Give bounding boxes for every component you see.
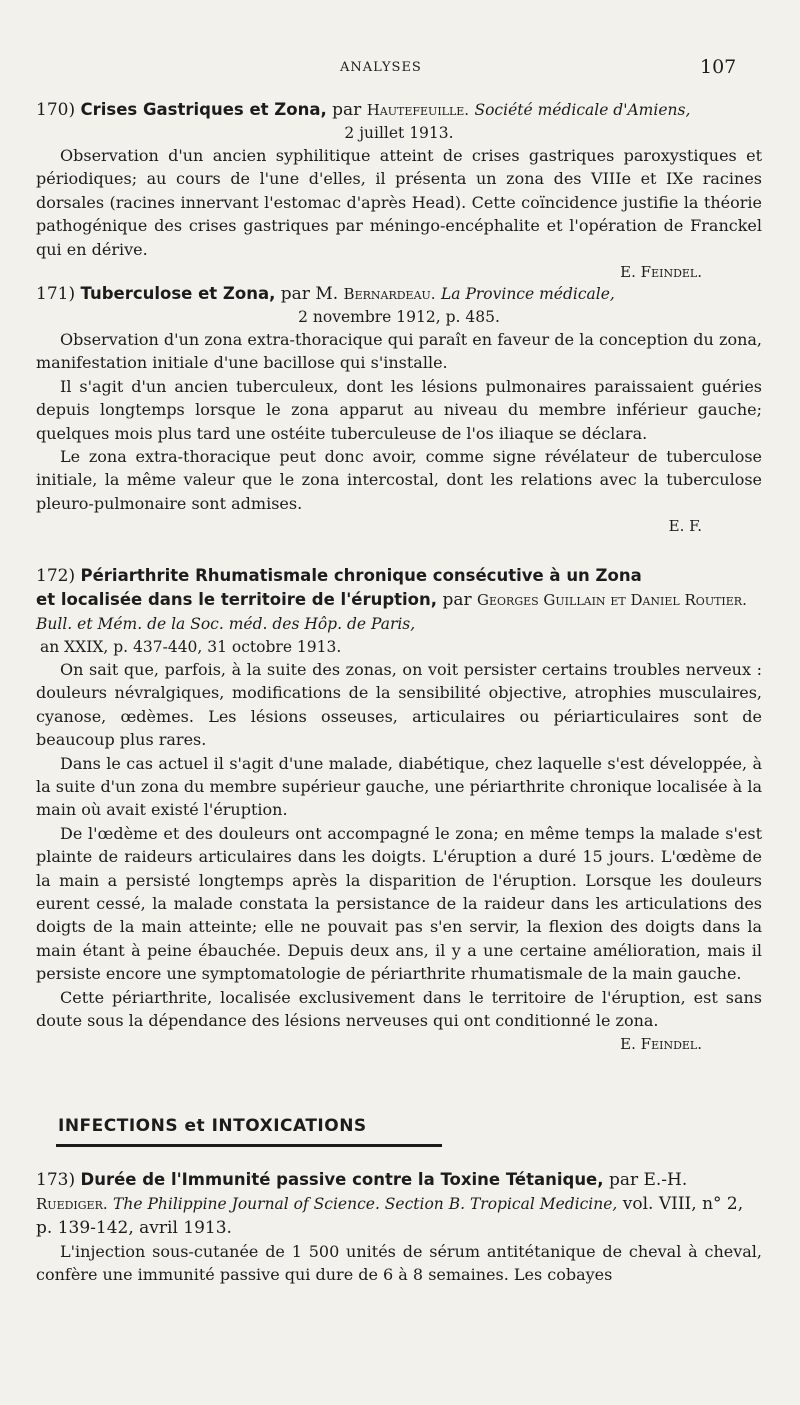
article-paragraph: Il s'agit d'un ancien tuberculeux, dont les lésions pulmonaires paraissaient guéries depuis longtemps lorsque le zona apparut au niveau du membre inférieur gauche; quelques mois plus tard une ostéite tuberculeuse de l'os iliaque se déclara. — [36, 376, 762, 443]
author-prefix: par — [332, 100, 362, 120]
article-paragraph: L'injection sous-cutanée de 1 500 unités de sérum antitétanique de cheval à cheval, confère une immunité passive qui dure de 6 à 8 semaines. Les cobayes — [36, 1242, 762, 1285]
article-title: Crises Gastriques et Zona, — [80, 100, 327, 119]
section-rule — [56, 1144, 442, 1147]
article-date: 2 juillet 1913. — [344, 124, 454, 142]
article-paragraph: On sait que, parfois, à la suite des zonas, on voit persister certains troubles nerveux : douleurs névralgiques, modifications de la sensibilité objective, atrophies musculaires, cyanose, œdèmes. Les lésions osseuses, articulaires ou périarticulaires sont de beaucoup plus rares. — [36, 660, 762, 750]
article-author: Ruediger. — [36, 1195, 108, 1213]
article-source: Bull. et Mém. de la Soc. méd. des Hôp. de Paris, — [36, 615, 416, 633]
author-prefix: par M. — [280, 284, 339, 304]
article-paragraph: Cette périarthrite, localisée exclusivement dans le territoire de l'éruption, est sans doute sous la dépendance des lésions nerveuses qui ont conditionné le zona. — [36, 987, 762, 1031]
article-paragraph: Le zona extra-thoracique peut donc avoir, comme signe révélateur de tuberculose initiale, la même valeur que le zona intercostal, dont les relations avec la tuberculose pleuro-pulmonaire sont admises. — [36, 447, 762, 513]
article-172 — [36, 564, 762, 1055]
article-source: Société médicale d'Amiens, — [474, 101, 691, 119]
article-date: vol. VIII, n° 2, p. 139-142, avril 1913. — [36, 1194, 744, 1238]
article-date: 2 novembre 1912, p. 485. — [298, 308, 500, 326]
running-head: ANALYSES — [340, 60, 422, 75]
article-heading — [36, 98, 762, 122]
article-number: 172) — [36, 566, 76, 586]
section-title: INFECTIONS et INTOXICATIONS — [58, 1116, 367, 1136]
article-title-line-1: Périarthrite Rhumatismale chronique consécutive à un Zona — [80, 566, 642, 585]
article-paragraph: Dans le cas actuel il s'agit d'une malade, diabétique, chez laquelle s'est développée, à la suite d'un zona du membre supérieur gauche, une périarthrite chronique localisée à la main où avait existé l'éruption. — [36, 753, 762, 820]
author-prefix: par — [442, 590, 472, 610]
article-170 — [36, 98, 762, 283]
article-paragraph: Observation d'un zona extra-thoracique qui paraît en faveur de la conception du zona, manifestation initiale d'une bacillose qui s'installe. — [36, 330, 762, 373]
article-number: 171) — [36, 284, 76, 304]
article-title: Tuberculose et Zona, — [80, 284, 276, 303]
article-source: La Province médicale, — [440, 285, 615, 303]
page-number: 107 — [700, 56, 737, 78]
article-173 — [36, 1168, 762, 1287]
article-title: Durée de l'Immunité passive contre la Toxine Tétanique, — [80, 1170, 604, 1189]
article-author: Georges Guillain et Daniel Routier. — [477, 591, 747, 609]
article-author: Hautefeuille. — [366, 101, 470, 119]
article-signature: E. Feindel. — [620, 1034, 702, 1053]
article-date: an XXIX, p. 437-440, 31 octobre 1913. — [40, 638, 342, 656]
article-number: 173) — [36, 1170, 76, 1190]
article-paragraph: Observation d'un ancien syphilitique atteint de crises gastriques paroxystiques et périodiques; au cours de l'une d'elles, il présenta un zona des VIIIe et IXe racines dorsales (racines innervant l'estomac d'après Head). Cette coïncidence justifie la théorie pathogénique des crises gastriques par méningo-encéphalite et l'opération de Franckel qui en dérive. — [36, 146, 762, 259]
article-heading — [36, 1168, 762, 1240]
article-signature: E. Feindel. — [620, 263, 702, 282]
article-title-line-2: et localisée dans le territoire de l'éruption, — [36, 590, 438, 609]
article-171 — [36, 282, 762, 537]
article-heading — [36, 564, 762, 588]
article-signature: E. F. — [668, 517, 702, 536]
article-heading — [36, 282, 762, 306]
article-paragraph: De l'œdème et des douleurs ont accompagné le zona; en même temps la malade s'est plainte de raideurs articulaires dans les doigts. L'éruption a duré 15 jours. L'œdème de la main a persisté longtemps après la disparition de l'éruption. Lorsque les douleurs eurent cessé, la malade constata la persistance de la raideur dans les articulations des doigts de la main atteinte; elle ne pouvait pas s'en servir, la flexion des doigts dans la main étant à peine ébauchée. Depuis deux ans, il y a une certaine amélioration, mais il persiste encore une symptomatologie de périarthrite rhumatismale de la main gauche. — [36, 823, 762, 984]
article-author: Bernardeau. — [343, 285, 436, 303]
article-number: 170) — [36, 100, 76, 120]
article-source: The Philippine Journal of Science. Section B. Tropical Medicine, — [113, 1195, 618, 1213]
author-prefix: par E.-H. — [608, 1170, 688, 1190]
article-heading-continued — [36, 588, 762, 636]
